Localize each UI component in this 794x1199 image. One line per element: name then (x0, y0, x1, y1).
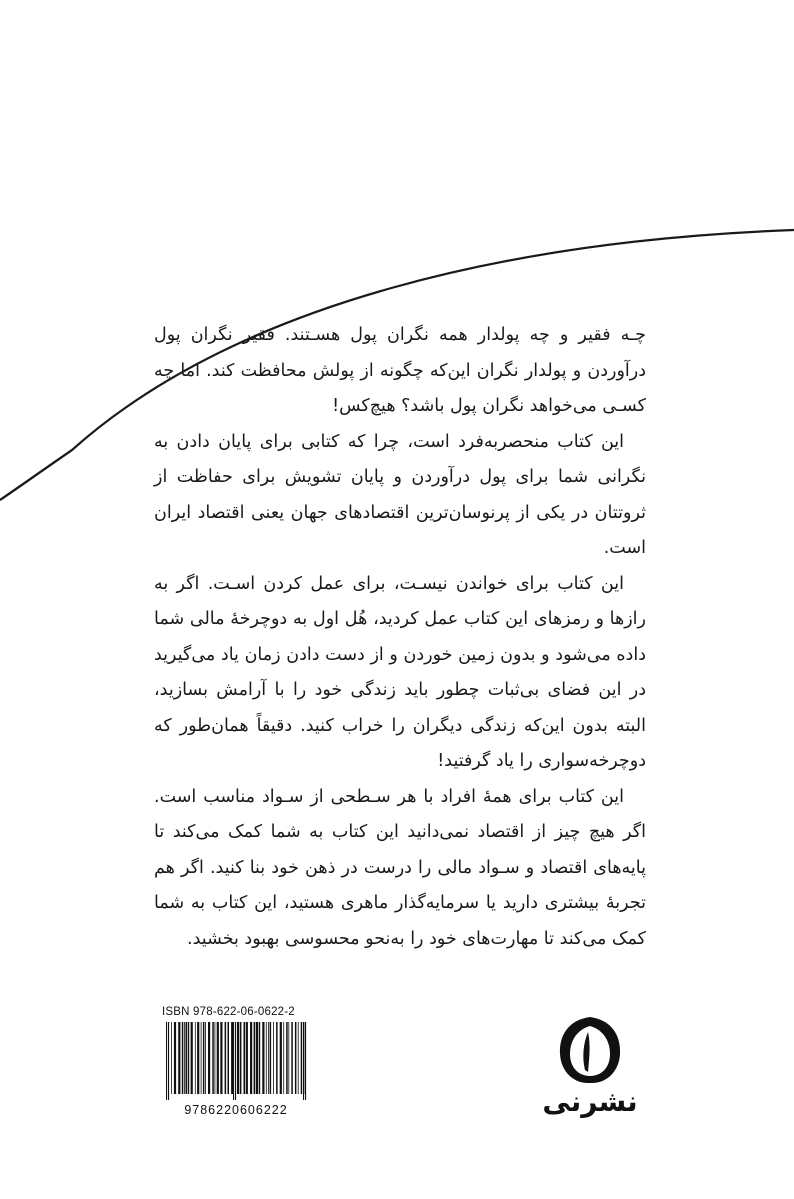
barcode-bar (225, 1022, 227, 1094)
barcode-bar (203, 1022, 205, 1094)
barcode-bar (237, 1022, 239, 1094)
barcode-bar (182, 1022, 184, 1094)
barcode-bar (212, 1022, 214, 1094)
barcode-bar (276, 1022, 278, 1094)
barcode-bar (215, 1022, 216, 1094)
blurb-paragraph: این کتاب برای خواندن نیسـت، برای عمل کردن اسـت. اگر به رازها و رمزهای این کتاب عمل کردید، هُل اول به دوچرخهٔ مالی شما داده می‌شود و بدون زمین خوردن و از دست دادن زمان یاد می‌گیرید در این فضای بی‌ثبات چطور باید زندگی خود را با آرامش بسازید، البته بدون این‌که زندگی دیگران را خراب کنید. دقیقاً همان‌طور که دوچرخه‌سواری را یاد گرفتید! (154, 573, 646, 771)
barcode-bar (273, 1022, 274, 1094)
barcode-bar (233, 1022, 234, 1100)
barcode-bar (305, 1022, 306, 1100)
barcode-bar (288, 1022, 289, 1094)
barcode-bar (286, 1022, 288, 1094)
barcode-bar (166, 1022, 167, 1100)
barcode-bar (208, 1022, 210, 1094)
barcode-bar (195, 1022, 196, 1094)
barcode-bar (259, 1022, 261, 1094)
barcode-bar (186, 1022, 188, 1094)
barcode-bar (254, 1022, 256, 1094)
isbn-label: ISBN 978-622-06-0622-2 (162, 1006, 295, 1018)
barcode-bar (246, 1022, 248, 1094)
barcode-bar (270, 1022, 272, 1094)
barcode-bar (191, 1022, 193, 1094)
barcode-bar (250, 1022, 252, 1094)
barcode-bar (291, 1022, 293, 1094)
barcode-bar (298, 1022, 299, 1094)
barcode-bars (162, 1022, 310, 1100)
barcode-bar (231, 1022, 233, 1094)
blurb-paragraph: این کتاب منحصربه‌فرد است، چرا که کتابی برای پایان دادن به نگرانی شما برای پول درآوردن و پایان تشویش برای حفاظت از ثروتتان در یکی از پرنوسان‌ترین اقتصادهای جهان یعنی اقتصاد ایران است. (154, 431, 646, 558)
barcode-bar (280, 1022, 282, 1094)
barcode-bar (262, 1022, 264, 1094)
barcode-bar (168, 1022, 169, 1100)
publisher-name: نشرنی (542, 1085, 638, 1118)
barcode-digits: 9786220606222 (184, 1103, 288, 1117)
barcode-bar (240, 1022, 242, 1094)
barcode-bar (197, 1022, 199, 1094)
barcode-bar (171, 1022, 172, 1094)
barcode-bar (178, 1022, 180, 1094)
barcode-bar (266, 1022, 267, 1094)
back-cover-blurb (154, 318, 646, 957)
nashr-ney-logo-icon (554, 1014, 626, 1086)
barcode-bar (220, 1022, 222, 1094)
barcode-bar (205, 1022, 206, 1094)
barcode-bar (303, 1022, 304, 1100)
barcode-bar (217, 1022, 219, 1094)
barcode-bar (256, 1022, 258, 1094)
barcode-bar (268, 1022, 269, 1094)
barcode-bar (295, 1022, 297, 1094)
barcode-bar (184, 1022, 185, 1094)
barcode-bar (228, 1022, 230, 1094)
barcode-bar (201, 1022, 202, 1094)
barcode-bar (235, 1022, 236, 1100)
barcode-bar (174, 1022, 176, 1094)
barcode-bar (244, 1022, 246, 1094)
barcode-bar (301, 1022, 303, 1094)
blurb-paragraph: این کتاب برای همهٔ افراد با هر سـطحی از سـواد مناسب است. اگر هیچ چیز از اقتصاد نمی‌دانید این کتاب به شما کمک می‌کند تا پایه‌های اقتصاد و سـواد مالی را درست در ذهن خود بنا کنید. اگر هم تجربهٔ بیشتری دارید یا سرمایه‌گذار ماهری هستید، این کتاب به شما کمک می‌کند تا مهارت‌های خود را به‌نحو محسوسی بهبود بخشید. (154, 786, 646, 949)
barcode-bar (283, 1022, 284, 1094)
barcode-bar (188, 1022, 190, 1094)
blurb-paragraph: چـه فقیر و چه پولدار همه نگران پول هسـتند. فقیر نگران پول درآوردن و پولدار نگران این‌که چگونه از پولش محافظت کند. اما چه کسـی می‌خواهد نگران پول باشد؟ هیچ‌کس! (154, 325, 646, 416)
isbn-barcode (162, 1004, 310, 1118)
publisher-logo (540, 1014, 640, 1124)
